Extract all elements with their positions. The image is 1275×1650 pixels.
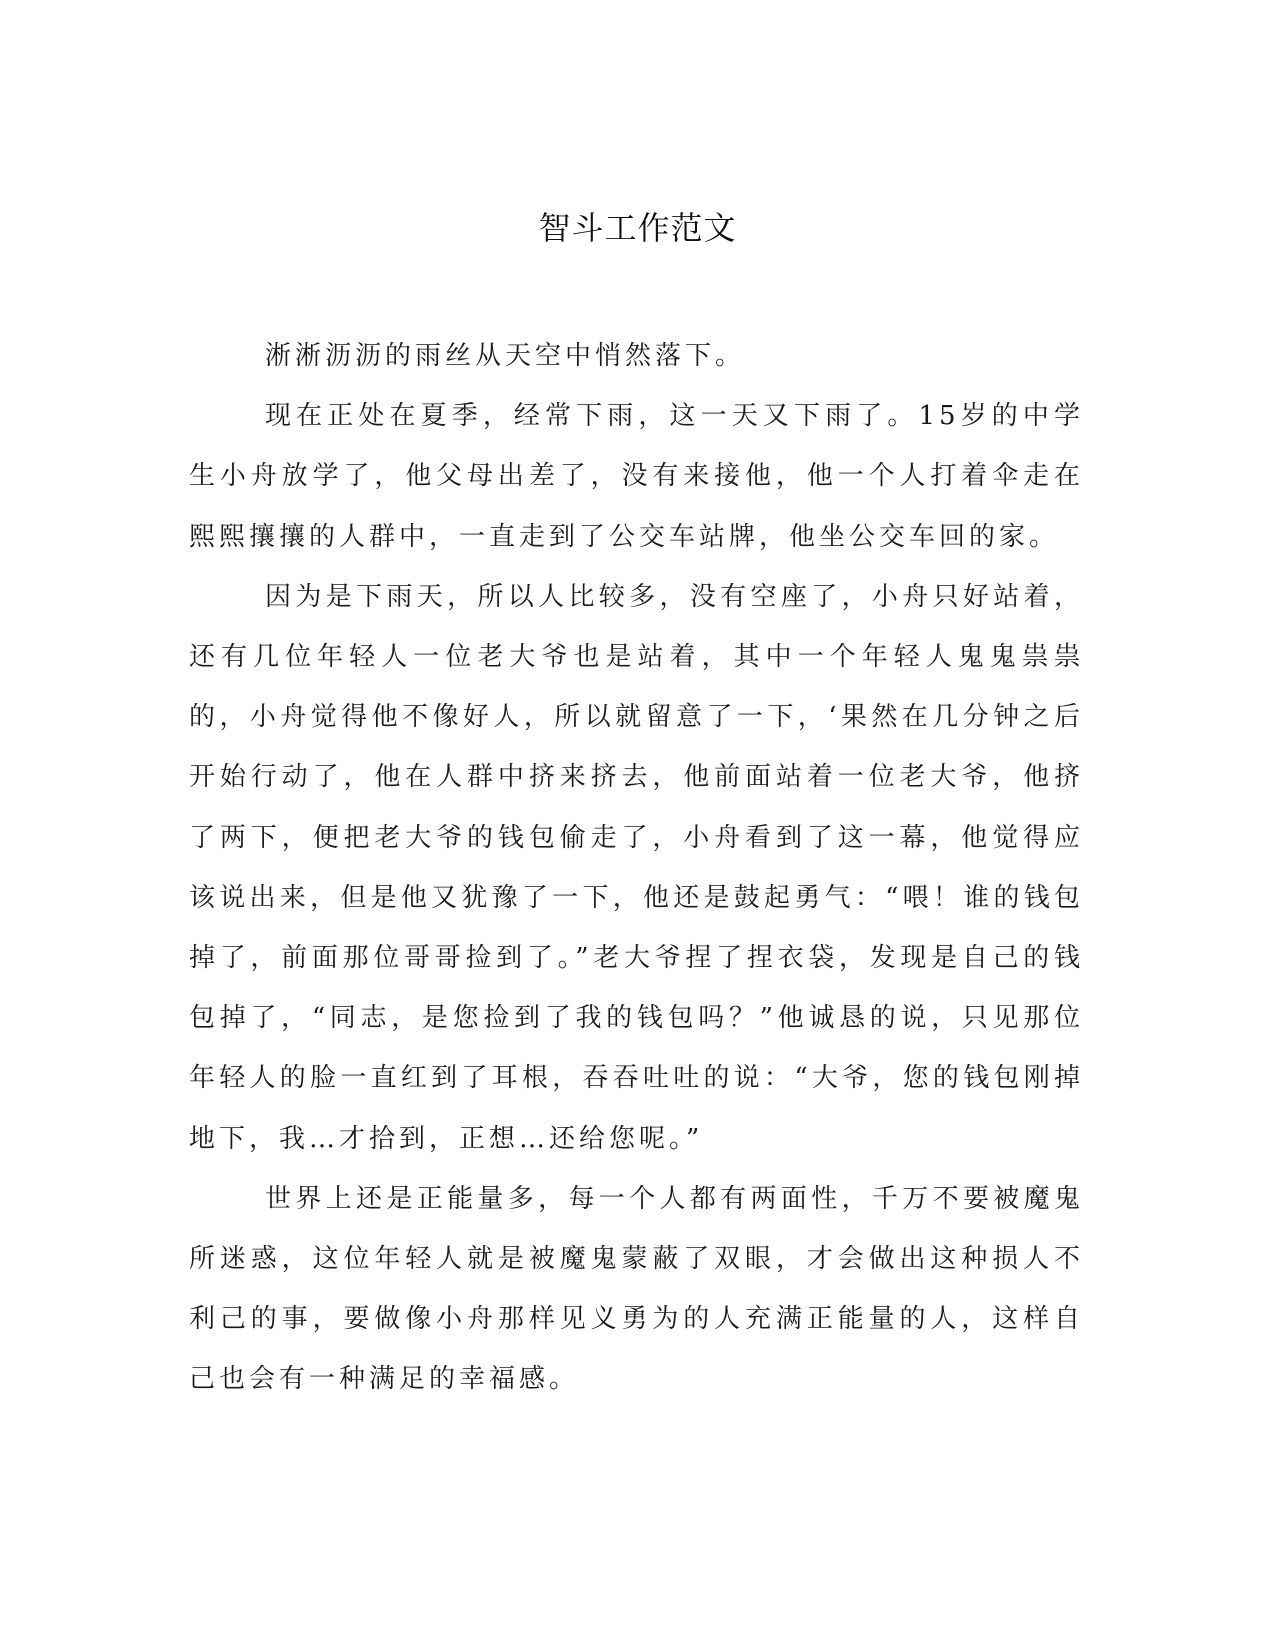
paragraph-4: 世界上还是正能量多，每一个人都有两面性，千万不要被魔鬼所迷惑，这位年轻人就是被魔鬼蒙蔽了双眼，才会做出这种损人不利己的事，要做像小舟那样见义勇为的人充满正能量的人，这样自己也会有一种满足的幸福感。 [189, 1183, 1084, 1395]
paragraph-1: 淅淅沥沥的雨丝从天空中悄然落下。 [265, 341, 746, 371]
document-body [189, 326, 1084, 1410]
paragraph-2: 现在正处在夏季，经常下雨，这一天又下雨了。15岁的中学生小舟放学了，他父母出差了，没有来接他，他一个人打着伞走在熙熙攘攘的人群中，一直走到了公交车站牌，他坐公交车回的家。 [189, 401, 1084, 552]
document-title: 智斗工作范文 [538, 209, 737, 247]
paragraph-3: 因为是下雨天，所以人比较多，没有空座了，小舟只好站着，还有几位年轻人一位老大爷也是站着，其中一个年轻人鬼鬼祟祟的，小舟觉得他不像好人，所以就留意了一下，‘果然在几分钟之后开始行动了，他在人群中挤来挤去，他前面站着一位老大爷，他挤了两下，便把老大爷的钱包偷走了，小舟看到了这一幕，他觉得应该说出来，但是他又犹豫了一下，他还是鼓起勇气：“喂！谁的钱包掉了，前面那位哥哥捡到了。”老大爷捏了捏衣袋，发现是自己的钱包掉了，“同志，是您捡到了我的钱包吗？”他诚恳的说，只见那位年轻人的脸一直红到了耳根，吞吞吐吐的说：“大爷，您的钱包刚掉地下，我…才拾到，正想…还给您呢。” [189, 581, 1084, 1154]
